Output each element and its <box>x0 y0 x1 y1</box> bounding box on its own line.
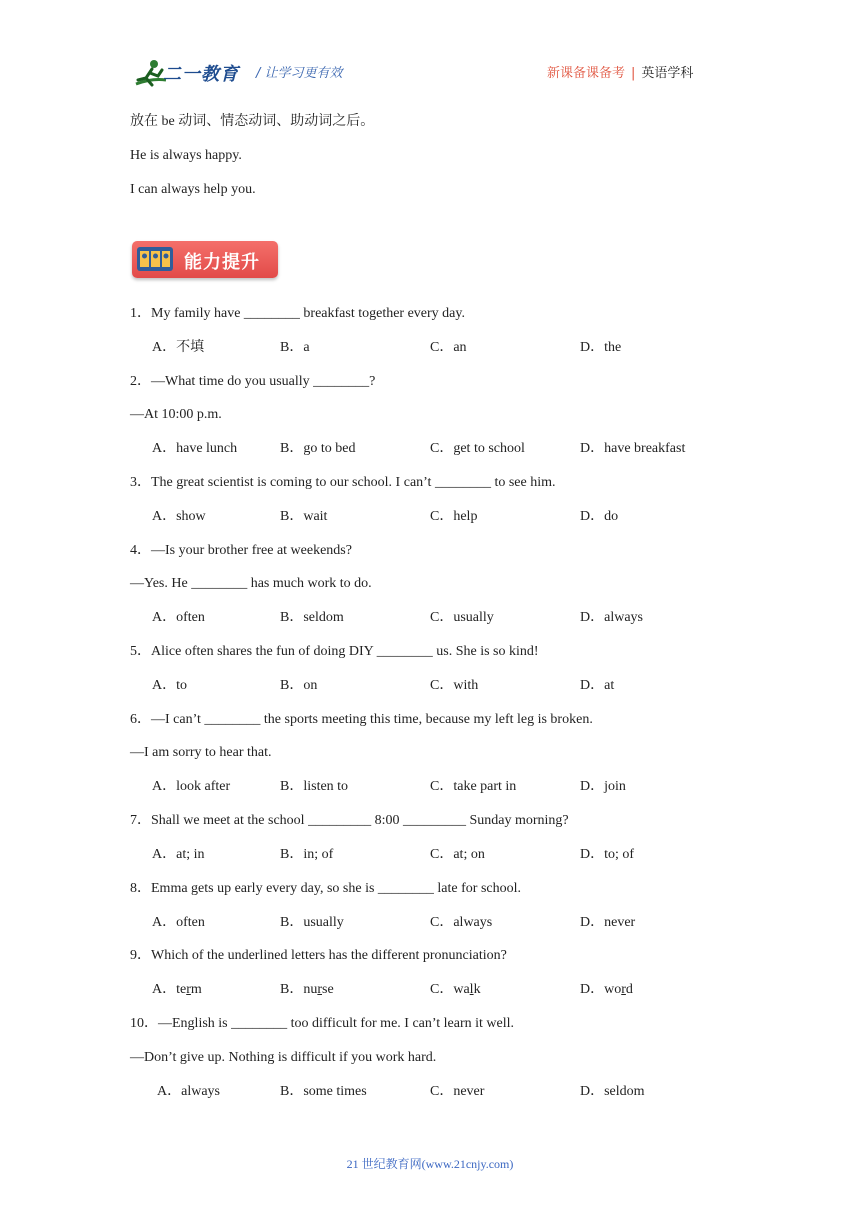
header-separator: | <box>631 66 636 81</box>
q7-option-a: A．at; in <box>152 847 205 862</box>
question-2-reply: —At 10:00 p.m. <box>130 407 222 422</box>
q7-option-d: D．to; of <box>580 847 635 862</box>
question-2: 2．—What time do you usually ________? <box>130 374 376 389</box>
question-7: 7．Shall we meet at the school _________ 8:00 _________ Sunday morning? <box>130 813 569 828</box>
question-4: 4．—Is your brother free at weekends? <box>130 543 352 558</box>
question-10: 10．—English is ________ too difficult for me. I can’t learn it well. <box>130 1016 515 1031</box>
section-title: 能力提升 <box>184 252 260 273</box>
q5-option-a: A．to <box>152 678 187 693</box>
q3-option-a: A．show <box>152 509 206 524</box>
q4-option-d: D．always <box>580 610 643 625</box>
question-9: 9．Which of the underlined letters has the different pronunciation? <box>130 948 507 963</box>
q10-option-c: C．never <box>430 1084 485 1099</box>
question-6-reply: —I am sorry to hear that. <box>130 745 272 760</box>
q2-option-c: C．get to school <box>430 441 525 456</box>
intro-line: 放在 be 动词、情态动词、助动词之后。 <box>130 114 375 129</box>
question-5: 5．Alice often shares the fun of doing DIY ________ us. She is so kind! <box>130 644 539 659</box>
q5-option-d: D．at <box>580 678 615 693</box>
slogan: / 让学习更有效 <box>256 66 343 81</box>
footer-source: 21 世纪教育网(www.21cnjy.com) <box>346 1157 514 1171</box>
page-header <box>0 0 860 100</box>
question-4-reply: —Yes. He ________ has much work to do. <box>130 576 372 591</box>
q6-option-b: B．listen to <box>280 779 349 794</box>
q6-option-a: A．look after <box>152 779 231 794</box>
banner-icon <box>137 247 173 271</box>
q1-option-d: D．the <box>580 340 622 355</box>
q4-option-a: A．often <box>152 610 205 625</box>
intro-example: He is always happy. <box>130 148 242 163</box>
q9-option-c: C．walk <box>430 982 481 997</box>
q9-option-a: A．term <box>152 982 202 997</box>
q8-option-b: B．usually <box>280 915 344 930</box>
q6-option-d: D．join <box>580 779 626 794</box>
q1-option-c: C．an <box>430 340 467 355</box>
q5-option-b: B．on <box>280 678 318 693</box>
q2-option-d: D．have breakfast <box>580 441 686 456</box>
question-3: 3．The great scientist is coming to our school. I can’t ________ to see him. <box>130 475 556 490</box>
q8-option-c: C．always <box>430 915 493 930</box>
logo-text: 二一教育 <box>163 64 239 84</box>
q2-option-b: B．go to bed <box>280 441 356 456</box>
question-10-reply: —Don’t give up. Nothing is difficult if you work hard. <box>130 1050 437 1065</box>
subject-label: 英语学科 <box>641 66 694 81</box>
q4-option-c: C．usually <box>430 610 494 625</box>
q10-option-b: B．some times <box>280 1084 367 1099</box>
q4-option-b: B．seldom <box>280 610 344 625</box>
q10-option-d: D．seldom <box>580 1084 645 1099</box>
question-6: 6．—I can’t ________ the sports meeting this time, because my left leg is broken. <box>130 712 593 727</box>
q8-option-d: D．never <box>580 915 636 930</box>
q7-option-c: C．at; on <box>430 847 485 862</box>
header-right <box>547 62 693 81</box>
q6-option-c: C．take part in <box>430 779 517 794</box>
q7-option-b: B．in; of <box>280 847 334 862</box>
course-label: 新课备课备考 <box>547 66 626 81</box>
q5-option-c: C．with <box>430 678 479 693</box>
question-8: 8．Emma gets up early every day, so she is ________ late for school. <box>130 881 522 896</box>
q9-option-d: D．word <box>580 982 633 997</box>
intro-example: I can always help you. <box>130 182 256 197</box>
q9-option-b: B．nurse <box>280 982 334 997</box>
q3-option-c: C．help <box>430 509 478 524</box>
q10-option-a: A．always <box>157 1084 220 1099</box>
q1-option-b: B．a <box>280 340 310 355</box>
q1-option-a: A．不填 <box>152 340 205 355</box>
q2-option-a: A．have lunch <box>152 441 238 456</box>
q8-option-a: A．often <box>152 915 205 930</box>
section-banner <box>132 241 278 278</box>
q3-option-d: D．do <box>580 509 619 524</box>
q3-option-b: B．wait <box>280 509 328 524</box>
question-1: 1．My family have ________ breakfast together every day. <box>130 306 465 321</box>
